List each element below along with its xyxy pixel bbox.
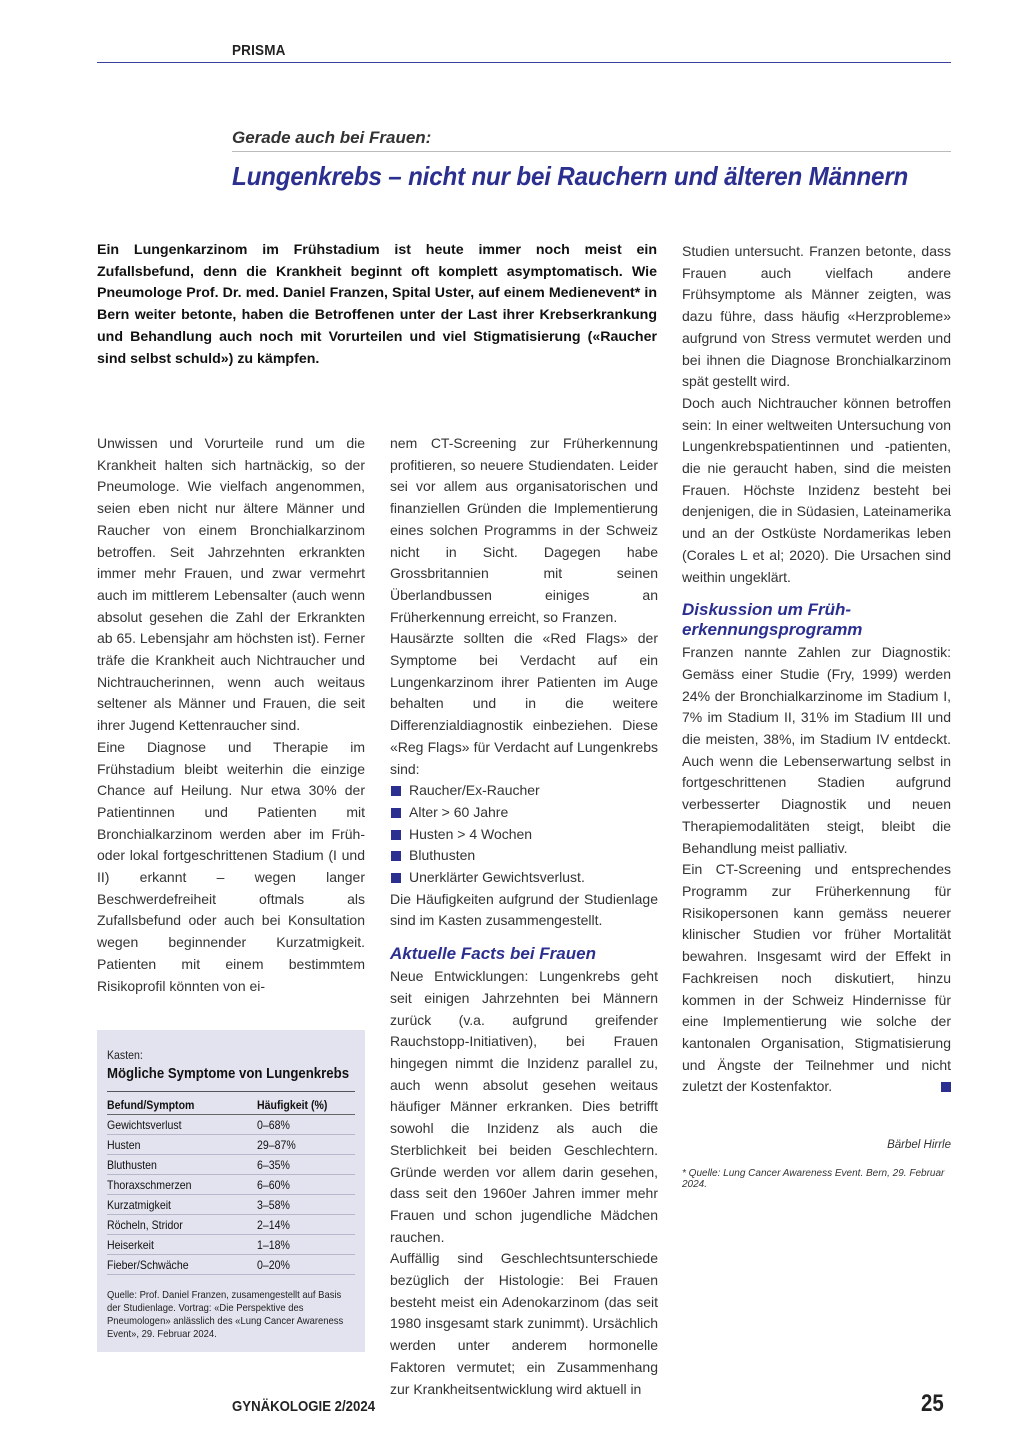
table-row [107,1195,355,1215]
red-flags-list [390,780,658,889]
symptoms-box [97,1030,365,1352]
bullet-square-icon [391,851,401,861]
subheading: Diskussion um Früherkennungsprogramm [682,600,863,640]
box-rule [107,1091,355,1092]
list-item: Alter > 60 Jahre [390,802,658,824]
symptoms-table [107,1096,355,1275]
table-cell: 29–87% [257,1135,355,1155]
paragraph: Neue Entwicklungen: Lungenkrebs geht seit einigen Jahrzehnten bei Männern zurück (v.a. aufgrund greifender Rauchstopp-Initiativen), bei Frauen hingegen nimmt die Inzidenz parallel zu, auch wenn absolut gesehen weitaus häufiger Männer erkranken. Dies betrifft sowohl die Inzidenz als auch die Sterblichkeit bei beiden Geschlechtern. Gründe werden vor allem darin gesehen, dass seit den 1960er Jahren immer mehr Frauen und schon jugendliche Mädchen rauchen. [390,968,658,1245]
box-source-note: Quelle: Prof. Daniel Franzen, zusamengestellt auf Basis der Studienlage. Vortrag: «Die Perspektive des Pneumologen» anlässlich des «Lung Cancer Awareness Event», 29. Februar 2024. [107,1289,344,1340]
table-row [107,1255,355,1275]
column-3 [682,241,951,1098]
paragraph: Die Häufigkeiten aufgrund der Studienlage sind im Kasten zusammengestellt. [390,890,658,929]
list-item: Raucher/Ex-Raucher [390,780,658,802]
table-cell: 1–18% [257,1235,355,1255]
list-item: Bluthusten [390,845,658,867]
paragraph: Hausärzte sollten die «Red Flags» der Symptome bei Verdacht auf ein Lungenkarzinom ihrer Patienten im Auge behalten und in die weitere Differenzialdiagnostik einbeziehen. Diese «Reg Flags» für Verdacht auf Lungenkrebs sind: [390,630,658,777]
end-mark-icon [941,1082,951,1092]
table-header: Häufigkeit (%) [257,1096,355,1115]
table-cell: 6–35% [257,1155,355,1175]
table-cell: 2–14% [257,1215,355,1235]
source-footnote: * Quelle: Lung Cancer Awareness Event. Bern, 29. Februar 2024. [682,1168,945,1190]
paragraph: Auffällig sind Geschlechtsunterschiede bezüglich der Histologie: Bei Frauen besteht meist ein Adenokarzinom (das seit 1980 insgesamt stark zunimmt). Ursächlich werden unter anderem hormonelle Faktoren vermutet; ein Zusammenhang zur Krankheitsentwicklung wird aktuell in [390,1250,658,1397]
table-cell: 0–20% [257,1255,355,1275]
table-row [107,1175,355,1195]
column-1 [97,433,365,997]
paragraph: Eine Diagnose und Therapie im Frühstadium bleibt weiterhin die einzige Chance auf Heilung. Nur etwa 30% der Patientinnen und Patienten mit Bronchialkarzinom werden aber im Früh- oder lokal fortgeschrittenen Stadium (I und II) erkannt – wegen langer Beschwerdefreiheit oftmals als Zufallsbefund oder auch bei Konsultation wegen beginnender Kurzatmigkeit. Patienten mit einem bestimmtem Risikoprofil könnten von ei- [97,738,365,994]
table-cell: Heiserkeit [107,1235,257,1255]
table-cell: Gewichtsverlust [107,1115,257,1135]
table-row [107,1235,355,1255]
article-lead: Ein Lungenkarzinom im Frühstadium ist heute immer noch meist ein Zufallsbefund, denn die Krankheit beginnt oft komplett asymptomatisch. Wie Pneumologe Prof. Dr. med. Daniel Franzen, Spital Uster, auf einem Medienevent* in Bern weiter betonte, haben die Betroffenen unter der Last ihrer Krebserkrankung und Behandlung auch noch mit Vorurteilen und viel Stigmatisierung («Raucher sind selbst schuld») zu kämpfen. [97,242,657,367]
paragraph: Doch auch Nichtraucher können betroffen sein: In einer weltweiten Untersuchung von Lungenkrebspatientinnen und -patienten, die nie geraucht haben, sind die meisten Frauen. Höchste Inzidenz besteht bei denjenigen, die in Südasien, Lateinamerika und an der Ostküste Nordamerikas leben (Corales L et al; 2020). Die Ursachen sind weithin ungeklärt. [682,394,951,585]
table-cell: Bluthusten [107,1155,257,1175]
table-row [107,1215,355,1235]
table-row [107,1155,355,1175]
box-kicker: Kasten: [107,1048,143,1062]
table-cell: Husten [107,1135,257,1155]
paragraph: Ein CT-Screening und entsprechendes Programm zur Früherkennung für Risikopersonen kann gemäss neuerer klinischer Studien vor früher Mortalität bewahren. Insgesamt wird der Effekt in Fachkreisen noch diskutiert, hinzu kommen in der Schweiz Hindernisse für eine Implementierung wie solche der kantonalen Organisation, Stigmatisierung und Ängste der Teilnehmer und nicht zuletzt der Kostenfaktor. [682,861,951,1095]
paragraph: Studien untersucht. Franzen betonte, dass Frauen auch vielfach andere Frühsymptome als Männer zeigten, was dazu führe, dass häufig «Herzprobleme» aufgrund von Stress vermutet werden und bei ihnen die Diagnose Bronchialkarzinom spät gestellt wird. [682,243,951,390]
author-byline: Bärbel Hirrle [887,1139,951,1151]
footer-journal: GYNÄKOLOGIE 2/2024 [232,1398,376,1415]
table-cell: Fieber/Schwäche [107,1255,257,1275]
table-row [107,1135,355,1155]
paragraph: Franzen nannte Zahlen zur Diagnostik: Gemäss einer Studie (Fry, 1999) werden 24% der Bronchialkarzinome im Stadium I, 7% im Stadium II, 31% im Stadium III und die meisten, 38%, im Stadium IV entdeckt. Auch wenn die Lebenserwartung selbst in fortgeschrittenen Stadien aufgrund verbesserter Diagnostik und neuen Therapiemodalitäten steigt, bleibt die Behandlung meist palliativ. [682,644,951,856]
paragraph: Unwissen und Vorurteile rund um die Krankheit halten sich hartnäckig, so der Pneumologe. Wie vielfach angenommen, seien eben nicht nur ältere Männer und Raucher von einem Bronchialkarzinom betroffen. Seit Jahrzehnten erkrankten immer mehr Frauen, und zwar vermehrt auch im mittlerem Lebensalter (auch wenn absolut gesehen die Zahl der Erkrankten ab 65. Lebensjahr am höchsten ist). Ferner träfe die Krankheit auch Nichtraucher und Nichtraucherinnen, wenn auch weitaus seltener als Männer und Frauen, die seit ihrer Jugend Kettenraucher sind. [97,435,365,734]
bullet-square-icon [391,808,401,818]
list-item: Husten > 4 Wochen [390,824,658,846]
table-row [107,1115,355,1135]
table-cell: Thoraxschmerzen [107,1175,257,1195]
table-cell: 0–68% [257,1115,355,1135]
table-cell: 3–58% [257,1195,355,1215]
box-title: Mögliche Symptome von Lungenkrebs [107,1065,350,1082]
bullet-square-icon [391,786,401,796]
subheading: Aktuelle Facts bei Frauen [390,944,596,964]
kicker-rule [232,151,951,152]
page-number: 25 [921,1390,944,1417]
paragraph: nem CT-Screening zur Früherkennung profitieren, so neuere Studiendaten. Leider sei vor allem aus organisatorischen und finanziellen Gründen die Implementierung eines solchen Programms in der Schweiz nicht in Sicht. Dagegen habe Grossbritannien mit seinen Überlandbussen einiges an Früherkennung erreicht, so Franzen. [390,435,658,625]
article-headline: Lungenkrebs – nicht nur bei Rauchern und älteren Männern [232,161,909,191]
section-label: PRISMA [232,42,286,59]
bullet-square-icon [391,830,401,840]
list-item: Unerklärter Gewichtsverlust. [390,867,658,889]
article-kicker: Gerade auch bei Frauen: [232,128,432,147]
table-cell: Röcheln, Stridor [107,1215,257,1235]
header-rule [97,62,951,63]
column-2 [390,433,658,1400]
bullet-square-icon [391,873,401,883]
table-header: Befund/Symptom [107,1096,257,1115]
table-cell: 6–60% [257,1175,355,1195]
table-cell: Kurzatmigkeit [107,1195,257,1215]
